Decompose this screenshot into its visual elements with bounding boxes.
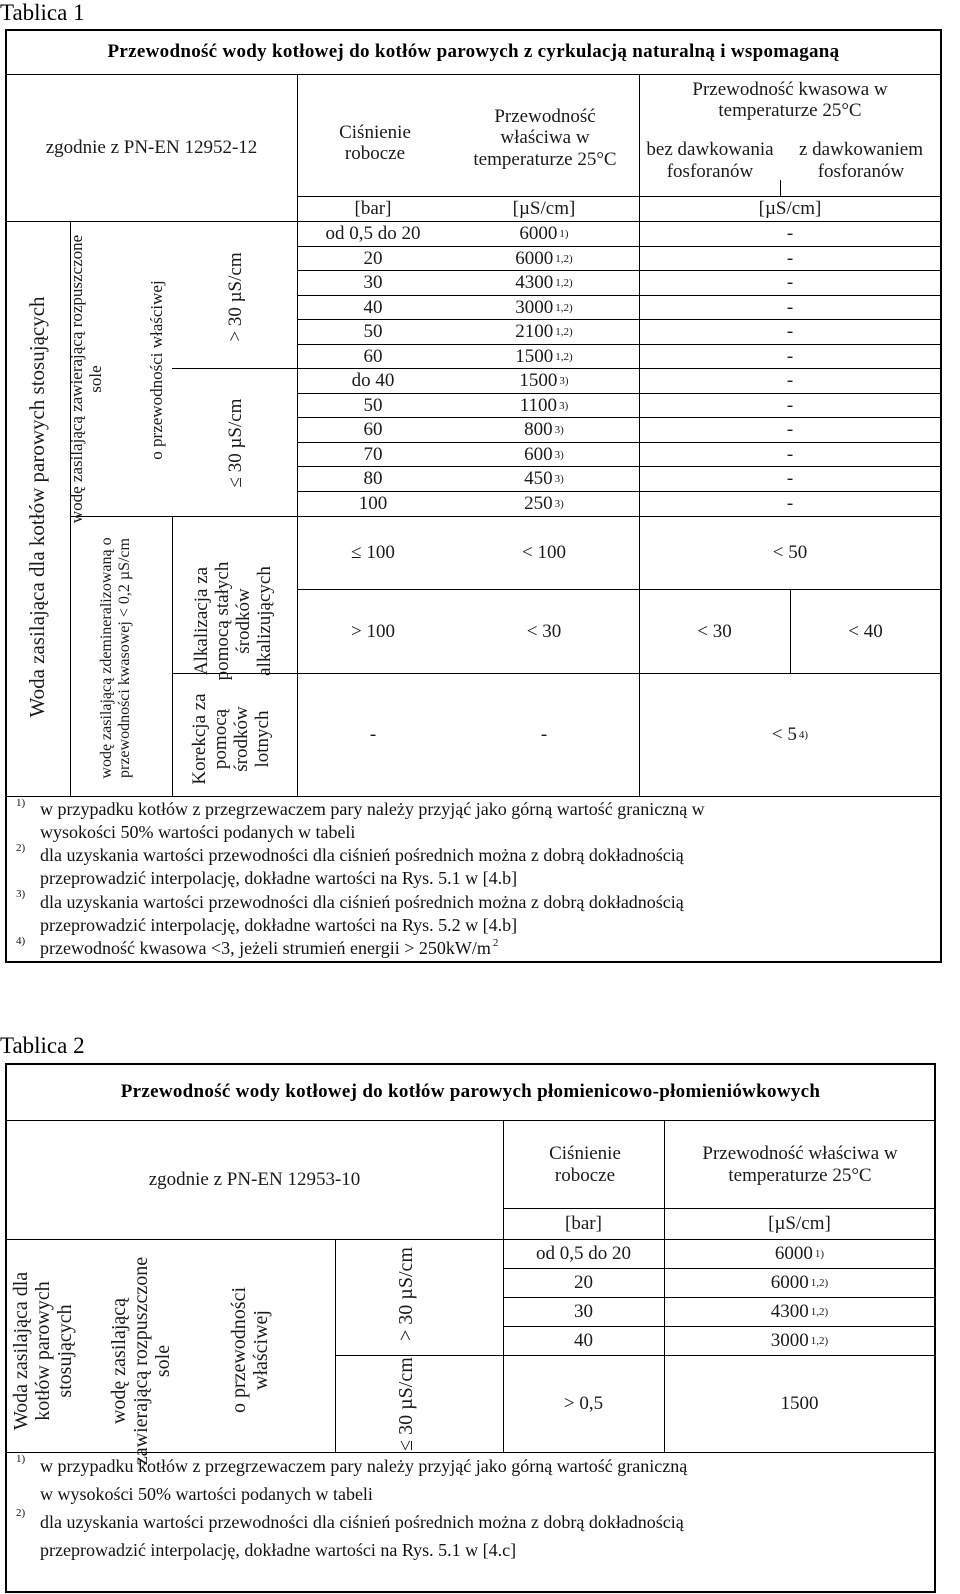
footnote-mark: 1) xyxy=(16,797,26,809)
table2-side-feedwater: Woda zasilająca dla kotłów parowych stosujących xyxy=(10,1271,76,1431)
table2-unit-specific: [µS/cm] xyxy=(768,1213,831,1235)
table1-acid: - xyxy=(786,443,794,465)
table1-side-specific: o przewodności właściwej xyxy=(146,280,166,460)
table1-acid: - xyxy=(786,345,794,367)
table1-side-le30: ≤ 30 µS/cm xyxy=(224,398,246,488)
table2-standard: zgodnie z PN-EN 12953-10 xyxy=(148,1169,361,1191)
table1-pressure: 20 xyxy=(363,247,383,269)
footnote-line: w przypadku kotłów z przegrzewaczem pary należy przyjąć jako górną wartość graniczną xyxy=(40,1456,688,1476)
table1-alk-conductivity: < 100 xyxy=(522,542,566,564)
table1-corr-pressure: - xyxy=(369,724,377,746)
footnote-line: przeprowadzić interpolację, dokładne wartości na Rys. 5.1 w [4.b] xyxy=(40,868,518,888)
table1-pressure: 100 xyxy=(358,493,388,515)
footnote-line: przewodność kwasowa <3, jeżeli strumień energii > 250kW/m $^2$ xyxy=(40,937,499,958)
table1-acid: - xyxy=(786,296,794,318)
table1-unit-specific: [µS/cm] xyxy=(512,198,576,220)
table1-pressure: do 40 xyxy=(351,370,395,392)
table1-pressure: 40 xyxy=(363,296,383,318)
footnote-line: dla uzyskania wartości przewodności dla ciśnień pośrednich można z dobrą dokładnością xyxy=(40,1512,684,1532)
table2-pressure: 30 xyxy=(574,1301,593,1323)
table1-pressure: 50 xyxy=(363,394,383,416)
table1-pressure: 50 xyxy=(363,321,383,343)
table1-acid: - xyxy=(786,247,794,269)
footnote-line: dla uzyskania wartości przewodności dla ciśnień pośrednich można z dobrą dokładnością xyxy=(40,892,684,912)
table1-acid: - xyxy=(786,419,794,441)
table1-conductivity: 800 3) xyxy=(524,419,564,441)
table1-alk-conductivity: < 30 xyxy=(526,620,562,642)
table1-acid: - xyxy=(786,394,794,416)
table1-conductivity: 450 3) xyxy=(524,468,564,490)
footnote-line: w wysokości 50% wartości podanych w tabeli xyxy=(40,1484,373,1504)
table1-unit-acid: [µS/cm] xyxy=(758,198,822,220)
table1-side-gt30: > 30 µS/cm xyxy=(224,252,246,342)
table1-acid: - xyxy=(786,493,794,515)
table1-conductivity: 1500 1,2) xyxy=(515,345,573,367)
table1-conductivity: 6000 1) xyxy=(519,223,569,245)
table1-alk-pressure: ≤ 100 xyxy=(351,542,395,564)
table1-standard: zgodnie z PN-EN 12952-12 xyxy=(45,137,258,159)
table1-conductivity: 600 3) xyxy=(524,443,564,465)
table1-title: Przewodność wody kotłowej do kotłów parowych z cyrkulacją naturalną i wspomaganą xyxy=(107,41,840,63)
table1-header-acid-with-phosphates: z dawkowaniem fosforanów xyxy=(799,139,923,182)
table2-header-pressure: Ciśnienie robocze xyxy=(549,1143,621,1186)
footnote-line: wysokości 50% wartości podanych w tabeli xyxy=(40,822,356,842)
table1-header-acid-without-phosphates: bez dawkowania fosforanów xyxy=(646,139,774,182)
table1-alk-pressure: > 100 xyxy=(351,620,395,642)
table1-pressure: 80 xyxy=(363,468,383,490)
table2-header-specific-conductivity: Przewodność właściwa w temperaturze 25°C xyxy=(702,1143,898,1186)
footnote-mark: 2) xyxy=(16,1507,26,1519)
footnote-mark: 4) xyxy=(16,935,26,947)
table2-side-gt30: > 30 µS/cm xyxy=(395,1247,417,1341)
table1-side-correction: Korekcja za pomocą środków lotnych xyxy=(189,693,273,785)
footnote-mark: 2) xyxy=(16,842,26,854)
table1-conductivity: 3000 1,2) xyxy=(515,296,573,318)
table1-acid: - xyxy=(786,272,794,294)
table1-pressure: od 0,5 do 20 xyxy=(325,223,421,245)
table1-acid: - xyxy=(786,370,794,392)
table1-pressure: 60 xyxy=(363,345,383,367)
table2-caption: Tablica 2 xyxy=(0,1033,85,1058)
table1-header-specific-conductivity: Przewodność właściwa w temperaturze 25°C xyxy=(473,106,617,170)
table2-pressure: 40 xyxy=(574,1330,593,1352)
table1-conductivity: 1100 3) xyxy=(519,394,569,416)
table1-side-feedwater: Woda zasilająca dla kotłów parowych stosujących xyxy=(25,296,50,718)
table1-pressure: 60 xyxy=(363,419,383,441)
table2-side-le30: ≤ 30 µS/cm xyxy=(395,1357,417,1451)
table2-pressure: 20 xyxy=(574,1272,593,1294)
table2-title: Przewodność wody kotłowej do kotłów parowych płomienicowo-płomieniówkowych xyxy=(120,1081,821,1103)
footnote-line: w przypadku kotłów z przegrzewaczem pary należy przyjąć jako górną wartość graniczną w xyxy=(40,799,705,819)
table2-conductivity: 6000 1) xyxy=(774,1243,825,1265)
table1-header-pressure: Ciśnienie robocze xyxy=(339,121,411,164)
table1-alk-acid: < 50 xyxy=(772,542,808,564)
table1-side-demineralized: wodę zasilającą zdemineralizowaną o przewodności kwasowej < 0,2 µS/cm xyxy=(98,537,133,779)
table1-conductivity: 6000 1,2) xyxy=(515,247,573,269)
table2-conductivity: 4300 1,2) xyxy=(770,1301,829,1323)
table2-unit-bar: [bar] xyxy=(565,1213,602,1235)
table1-caption: Tablica 1 xyxy=(0,0,85,25)
table1-conductivity: 1500 3) xyxy=(519,370,569,392)
table1-alk-acid-with: < 40 xyxy=(848,620,883,642)
table1-pressure: 30 xyxy=(363,272,383,294)
table1-alk-acid-without: < 30 xyxy=(697,620,732,642)
table2-side-salts: wodę zasilającą zawierającą rozpuszczone sole xyxy=(108,1256,174,1466)
footnote-mark: 1) xyxy=(16,1453,26,1465)
table1-conductivity: 250 3) xyxy=(524,493,564,515)
table1-side-alkalization: Alkalizacja za pomocą stałych środków alkalizujących xyxy=(191,561,275,681)
table1-corr-conductivity: - xyxy=(540,724,548,746)
footnote-line: przeprowadzić interpolację, dokładne wartości na Rys. 5.2 w [4.b] xyxy=(40,915,518,935)
table1-acid: - xyxy=(786,223,794,245)
footnote-line: dla uzyskania wartości przewodności dla ciśnień pośrednich można z dobrą dokładnością xyxy=(40,845,684,865)
table1-header-acid-conductivity: Przewodność kwasowa w temperaturze 25°C xyxy=(692,78,888,121)
table1-acid: - xyxy=(786,468,794,490)
table1-conductivity: 2100 1,2) xyxy=(515,321,573,343)
table1-acid: - xyxy=(786,321,794,343)
footnote-mark: 3) xyxy=(16,888,26,900)
table2-conductivity: 6000 1,2) xyxy=(770,1272,829,1294)
table2-conductivity: 3000 1,2) xyxy=(770,1330,829,1352)
table1-corr-acid: < 5 4) xyxy=(771,724,809,746)
table1-unit-bar: [bar] xyxy=(354,198,392,220)
table2-side-specific: o przewodności właściwej xyxy=(228,1286,272,1414)
table2-pressure: od 0,5 do 20 xyxy=(536,1243,631,1265)
footnote-line: przeprowadzić interpolację, dokładne wartości na Rys. 5.1 w [4.c] xyxy=(40,1540,517,1560)
table1-side-salts: wodę zasilającą zawierającą rozpuszczone sole xyxy=(67,234,105,524)
table1-pressure: 70 xyxy=(363,443,383,465)
table2-pressure: > 0,5 xyxy=(563,1393,604,1415)
table1-conductivity: 4300 1,2) xyxy=(515,272,573,294)
table2-conductivity: 1500 xyxy=(780,1393,819,1415)
